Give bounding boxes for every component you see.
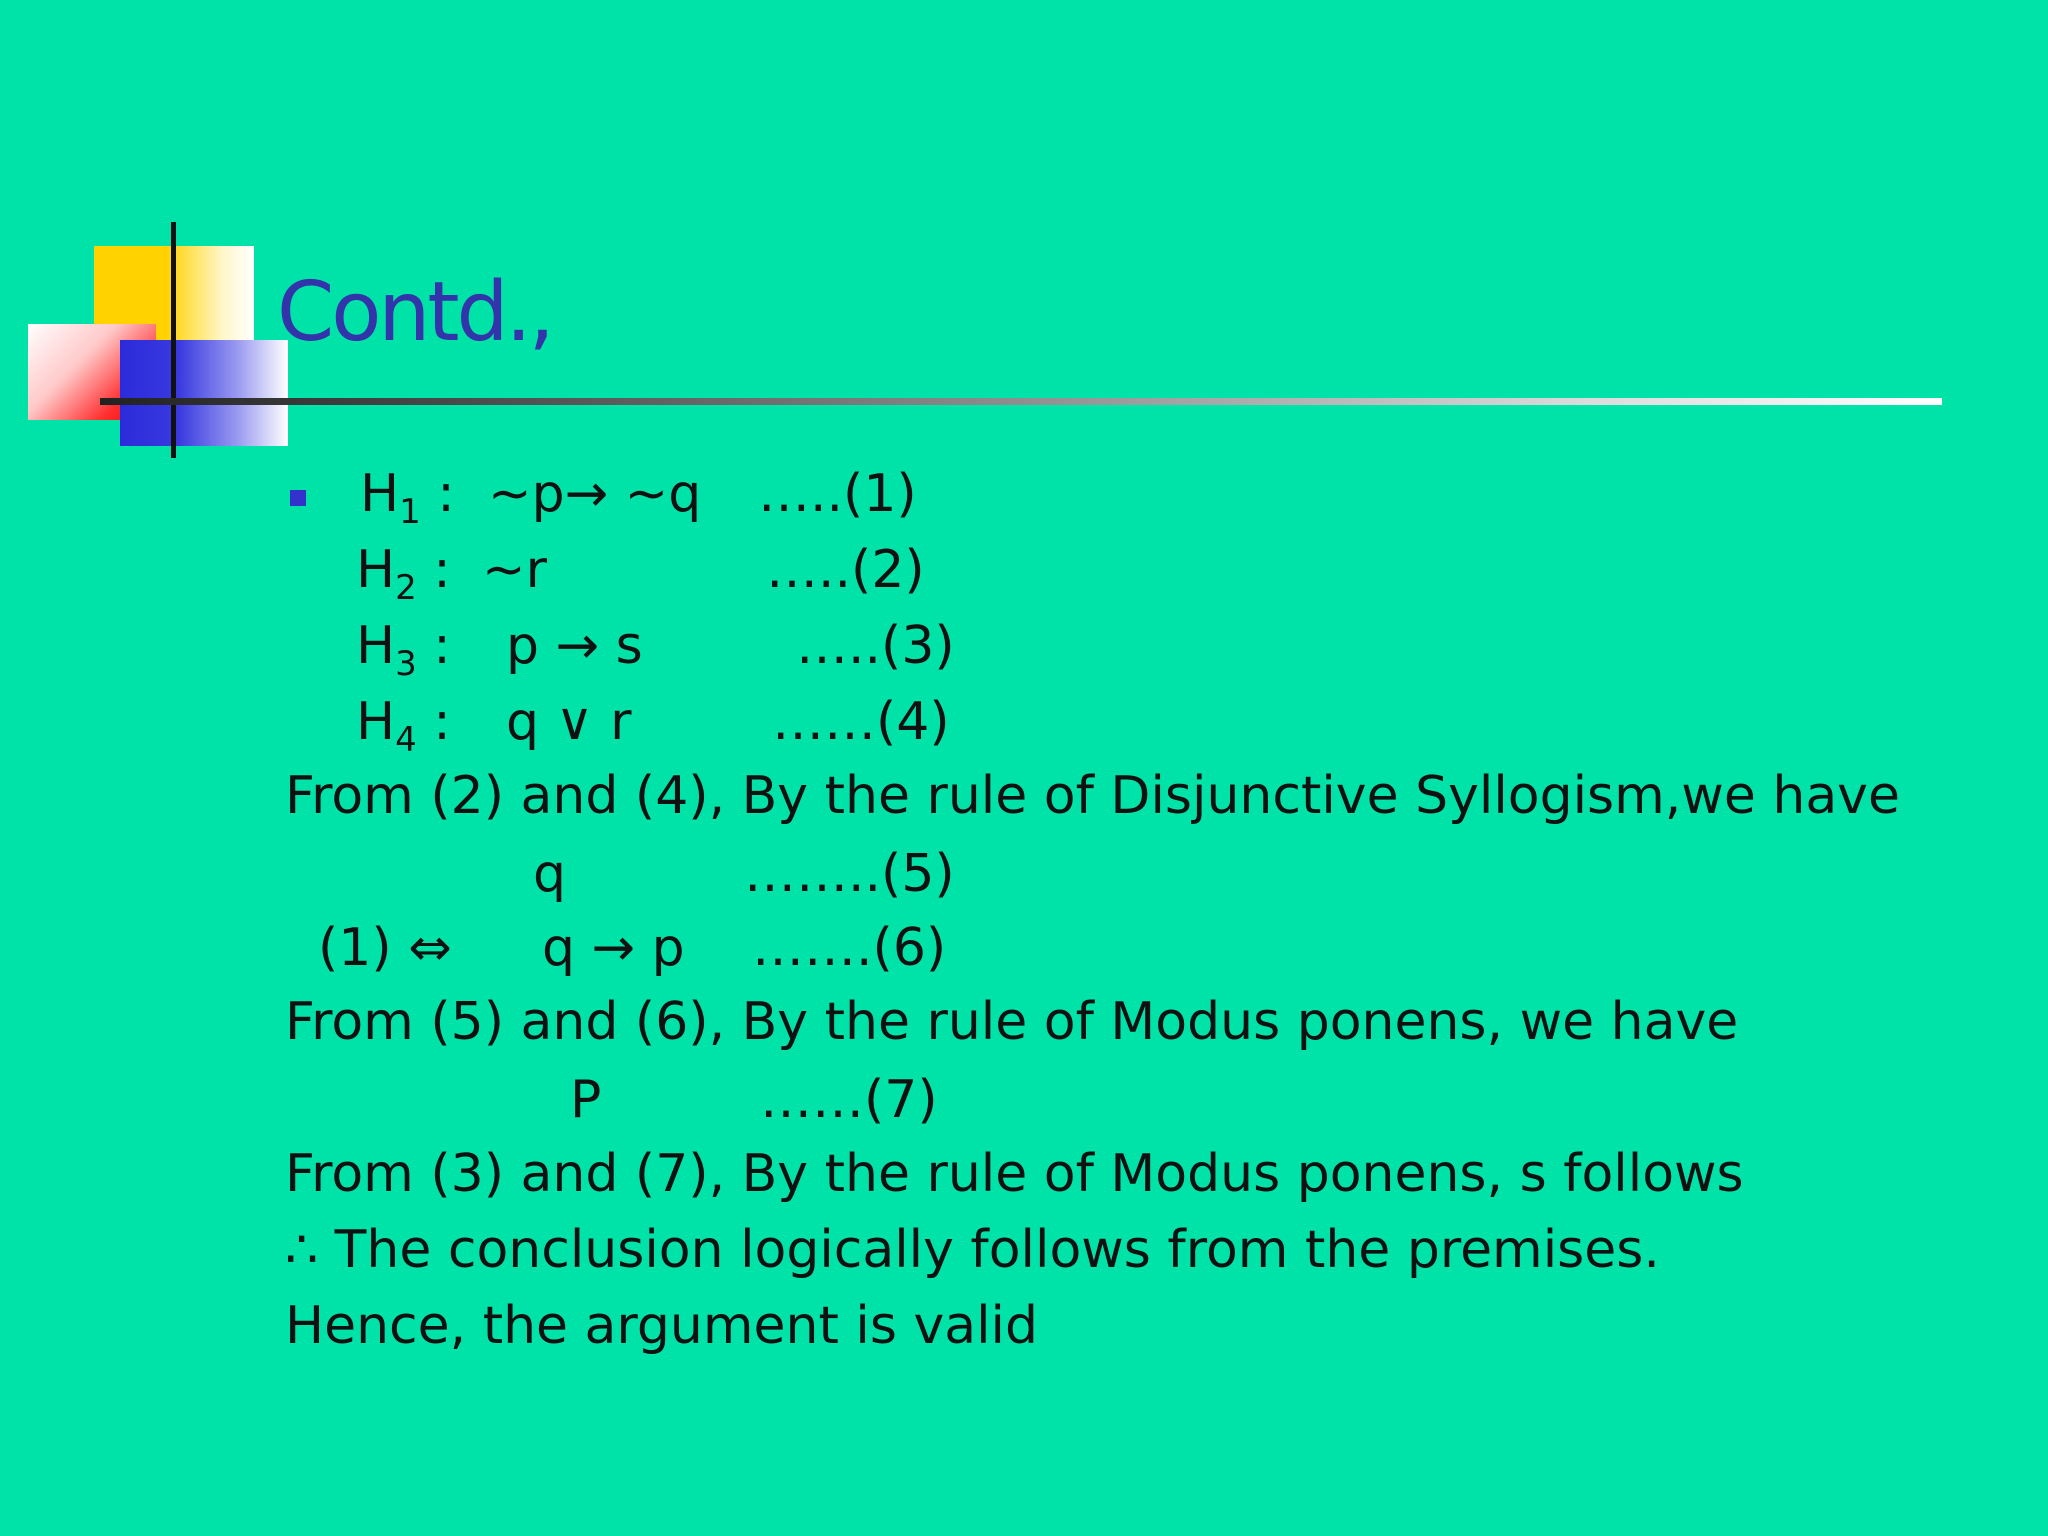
title-underline bbox=[100, 398, 1942, 405]
step-7-text: From (5) and (6), By the rule of Modus ponens, we have bbox=[285, 992, 1739, 1052]
hypothesis-3-ref: …..(3) bbox=[796, 616, 955, 676]
decor-vertical-line bbox=[171, 222, 176, 458]
hypothesis-4-ref: ……(4) bbox=[772, 692, 950, 752]
step-7-ref: ……(7) bbox=[760, 1070, 938, 1130]
step-5-text: From (2) and (4), By the rule of Disjunctive Syllogism,we have bbox=[285, 766, 1900, 826]
hypothesis-2-ref: …..(2) bbox=[766, 540, 925, 600]
step-7-expr: P bbox=[570, 1070, 602, 1130]
decor-blue-square bbox=[120, 340, 288, 446]
hypothesis-2-expr: ~r bbox=[482, 540, 547, 600]
hypothesis-2-label: $H_2$ : bbox=[356, 540, 451, 608]
slide-title: Contd., bbox=[277, 265, 552, 360]
hypothesis-1-label: $H_1$ : bbox=[360, 464, 455, 532]
step-5-expr: q bbox=[533, 844, 567, 904]
hypothesis-4-label: $H_4$ : bbox=[356, 692, 451, 760]
step-8-text: From (3) and (7), By the rule of Modus ponens, s follows bbox=[285, 1144, 1744, 1204]
hypothesis-3-expr: p → s bbox=[506, 616, 643, 676]
hypothesis-1-ref: …..(1) bbox=[758, 464, 917, 524]
final-statement: Hence, the argument is valid bbox=[285, 1296, 1038, 1356]
step-6-ref: …….(6) bbox=[752, 918, 947, 978]
therefore-symbol: ∴ bbox=[285, 1220, 319, 1280]
conclusion-line bbox=[285, 1220, 1660, 1280]
step-5-ref: ……..(5) bbox=[744, 844, 955, 904]
hypothesis-1-expr: ~p→ ~q bbox=[488, 464, 702, 524]
step-6-expr: q → p bbox=[542, 918, 685, 978]
step-6-lhs: (1) ⇔ bbox=[318, 918, 452, 978]
conclusion-text: The conclusion logically follows from the premises. bbox=[334, 1220, 1660, 1280]
hypothesis-3-label: $H_3$ : bbox=[356, 616, 451, 684]
hypothesis-4-expr: q ∨ r bbox=[506, 692, 632, 752]
bullet-square-icon bbox=[290, 490, 306, 506]
